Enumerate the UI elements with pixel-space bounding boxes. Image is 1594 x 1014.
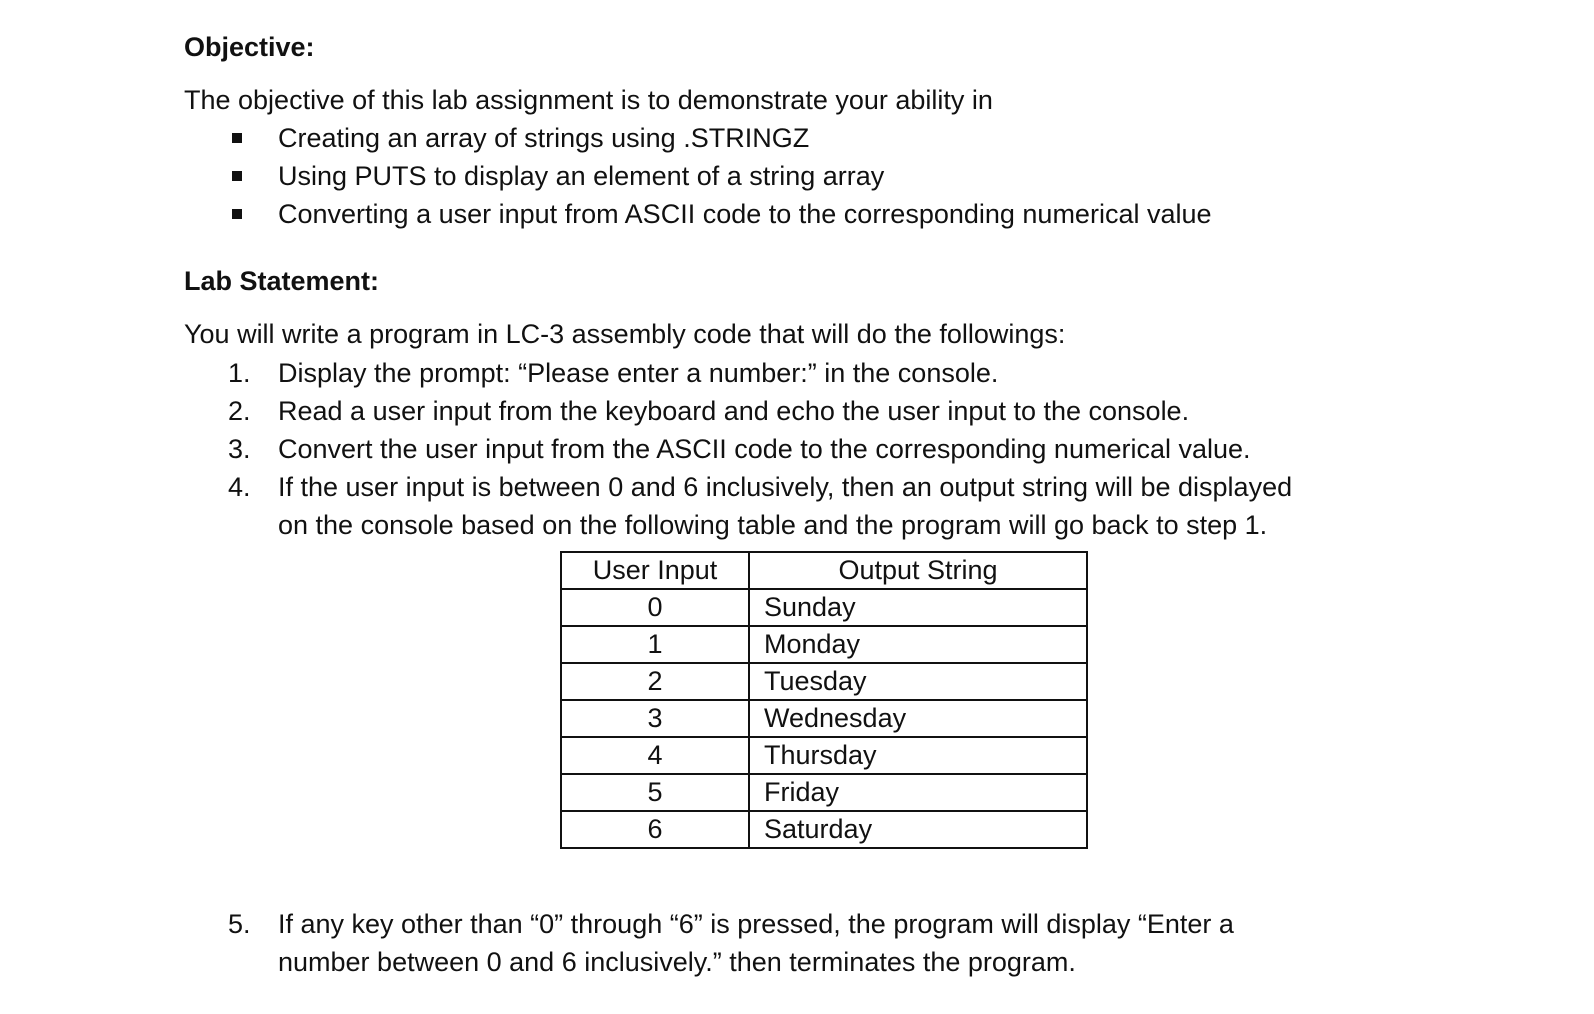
objective-bullet-list [0, 119, 1212, 233]
step-text: Convert the user input from the ASCII code to the corresponding numerical value. [278, 434, 1251, 464]
objective-heading: Objective: [184, 32, 315, 62]
table-row [561, 700, 1087, 737]
table-row [561, 663, 1087, 700]
objective-bullet-item [0, 195, 1212, 233]
step-text: If any key other than “0” through “6” is pressed, the program will display “Enter a [278, 909, 1234, 939]
table-row [561, 589, 1087, 626]
user-input-cell: 2 [561, 663, 749, 700]
objective-bullet-text: Using PUTS to display an element of a string array [278, 161, 885, 191]
user-input-cell: 4 [561, 737, 749, 774]
lab-step-item [0, 430, 1292, 468]
objective-bullet-text: Converting a user input from ASCII code to the corresponding numerical value [278, 199, 1212, 229]
objective-intro: The objective of this lab assignment is to demonstrate your ability in [184, 85, 993, 115]
user-input-cell: 6 [561, 811, 749, 848]
step-number: 5. [228, 909, 251, 939]
step-number: 3. [228, 434, 251, 464]
step-text: on the console based on the following table and the program will go back to step 1. [278, 510, 1268, 540]
step-text: Read a user input from the keyboard and echo the user input to the console. [278, 396, 1190, 426]
output-string-cell: Sunday [749, 589, 1087, 626]
objective-bullet-text: Creating an array of strings using .STRINGZ [278, 123, 810, 153]
square-bullet-icon [232, 171, 242, 181]
user-input-cell: 1 [561, 626, 749, 663]
step-number: 2. [228, 396, 251, 426]
table-row [561, 626, 1087, 663]
objective-bullet-item [0, 119, 1212, 157]
table-row [561, 774, 1087, 811]
user-input-cell: 5 [561, 774, 749, 811]
step-text: number between 0 and 6 inclusively.” then terminates the program. [278, 947, 1076, 977]
lab-statement-intro: You will write a program in LC-3 assembly code that will do the followings: [184, 319, 1066, 349]
day-output-table [560, 551, 1088, 849]
step-number: 1. [228, 358, 251, 388]
output-string-cell: Monday [749, 626, 1087, 663]
step-number: 4. [228, 472, 251, 502]
lab-step-item [0, 392, 1292, 430]
objective-bullet-item [0, 157, 1212, 195]
lab-statement-heading: Lab Statement: [184, 266, 380, 296]
lab-step-item [0, 354, 1292, 392]
output-string-cell: Thursday [749, 737, 1087, 774]
lab-step-5-list [0, 905, 1234, 981]
output-string-cell: Friday [749, 774, 1087, 811]
square-bullet-icon [232, 133, 242, 143]
table-row [561, 811, 1087, 848]
output-string-cell: Saturday [749, 811, 1087, 848]
column-header-user-input: User Input [561, 552, 749, 589]
lab-steps-list [0, 354, 1292, 544]
square-bullet-icon [232, 209, 242, 219]
table-header-row [561, 552, 1087, 589]
lab-step-item [0, 468, 1292, 544]
user-input-cell: 0 [561, 589, 749, 626]
user-input-cell: 3 [561, 700, 749, 737]
output-string-cell: Wednesday [749, 700, 1087, 737]
step-text: If the user input is between 0 and 6 inclusively, then an output string will be displayed [278, 472, 1293, 502]
table-row [561, 737, 1087, 774]
output-string-cell: Tuesday [749, 663, 1087, 700]
column-header-output-string: Output String [749, 552, 1087, 589]
step-text: Display the prompt: “Please enter a number:” in the console. [278, 358, 999, 388]
lab-step-item [0, 905, 1234, 981]
